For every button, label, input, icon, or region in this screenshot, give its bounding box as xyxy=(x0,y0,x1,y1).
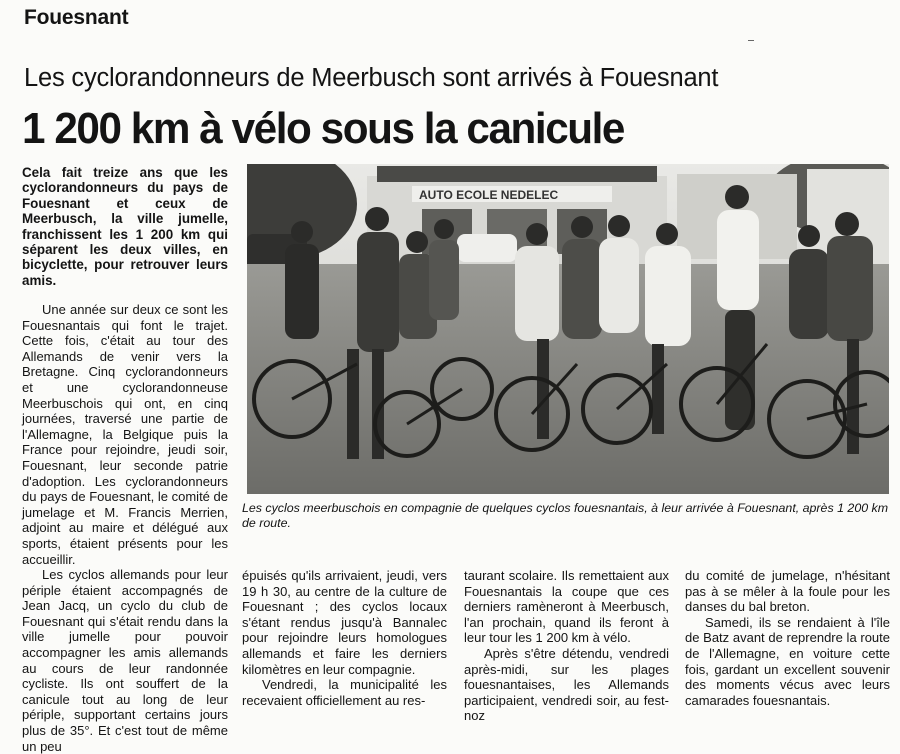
article-photo xyxy=(247,164,889,494)
article-column-2 xyxy=(242,568,447,708)
article-kicker: Les cyclorandonneurs de Meerbusch sont arrivés à Fouesnant xyxy=(24,64,719,92)
article-column-1 xyxy=(22,302,228,754)
paragraph: taurant scolaire. Ils remettaient aux Fouesnantais la coupe que ces derniers ramèneront à Meerbusch, l'an prochain, quand ils feront à leur tour les 1 200 km à vélo. xyxy=(464,568,669,646)
paragraph: du comité de jumelage, n'hésitant pas à se mêler à la foule pour les danses du bal breton. xyxy=(685,568,890,615)
paragraph: épuisés qu'ils arrivaient, jeudi, vers 19 h 30, au centre de la culture de Fouesnant ; des cyclos locaux s'étant rendus jusqu'à Bannalec pour rejoindre leurs homologues allemands et faire les derniers kilomètres en leur compagnie. xyxy=(242,568,447,677)
section-title: Fouesnant xyxy=(24,6,129,29)
paragraph: Samedi, ils se rendaient à l'île de Batz avant de reprendre la route de l'Allemagne, en voiture cette fois, gardant un excellent souvenir des moments vécus avec leurs camarades fouesnantais. xyxy=(685,614,890,708)
photo-sign-text: AUTO ECOLE NEDELEC xyxy=(419,188,559,202)
cyclists-photo-illustration xyxy=(247,164,889,494)
paragraph: Une année sur deux ce sont les Fouesnantais qui font le trajet. Cette fois, c'était au tour des Allemands de venir vers la Bretagne. Cinq cyclorandonneurs et une cyclorandonneuse Meerbuschois qui ont, en cinq journées, traversé une partie de l'Allemagne, la Belgique puis la France pour rejoindre, jeudi soir, Fouesnant, leur seconde patrie d'adoption. Les cyclorandonneurs du pays de Fouesnant, le comité de jumelage et M. Francis Merrien, adjoint au maire et délégué aux sports, étaient présents pour les accueillir. xyxy=(22,302,228,567)
article-headline: 1 200 km à vélo sous la canicule xyxy=(22,104,624,153)
photo-caption: Les cyclos meerbuschois en compagnie de quelques cyclos fouesnantais, à leur arrivée à Fouesnant, après 1 200 km de route. xyxy=(242,501,889,530)
article-lead: Cela fait treize ans que les cyclorandonneurs du pays de Fouesnant et ceux de Meerbusch, la ville jumelle, franchissent les 1 200 km qui séparent les deux villes, en bicyclette, pour retrouver leurs amis. xyxy=(22,165,228,288)
article-column-4 xyxy=(685,568,890,708)
paragraph: Les cyclos allemands pour leur périple étaient accompagnés de Jean Jacq, un cyclo du club de Fouesnant qui s'était rendu dans la ville jumelle pour pouvoir accompagner les amis allemands au cours de leur randonnée cycliste. Ils ont souffert de la canicule tout au long de leur périple, supportant certains jours plus de 35°. Et c'est tout de même un peu xyxy=(22,567,228,754)
decorative-dash xyxy=(748,40,754,41)
paragraph: Après s'être détendu, vendredi après-midi, sur les plages fouesnantaises, les Allemands participaient, vendredi soir, au fest-noz xyxy=(464,645,669,724)
paragraph: Vendredi, la municipalité les recevaient officiellement au res- xyxy=(242,677,447,708)
article-column-3 xyxy=(464,568,669,724)
